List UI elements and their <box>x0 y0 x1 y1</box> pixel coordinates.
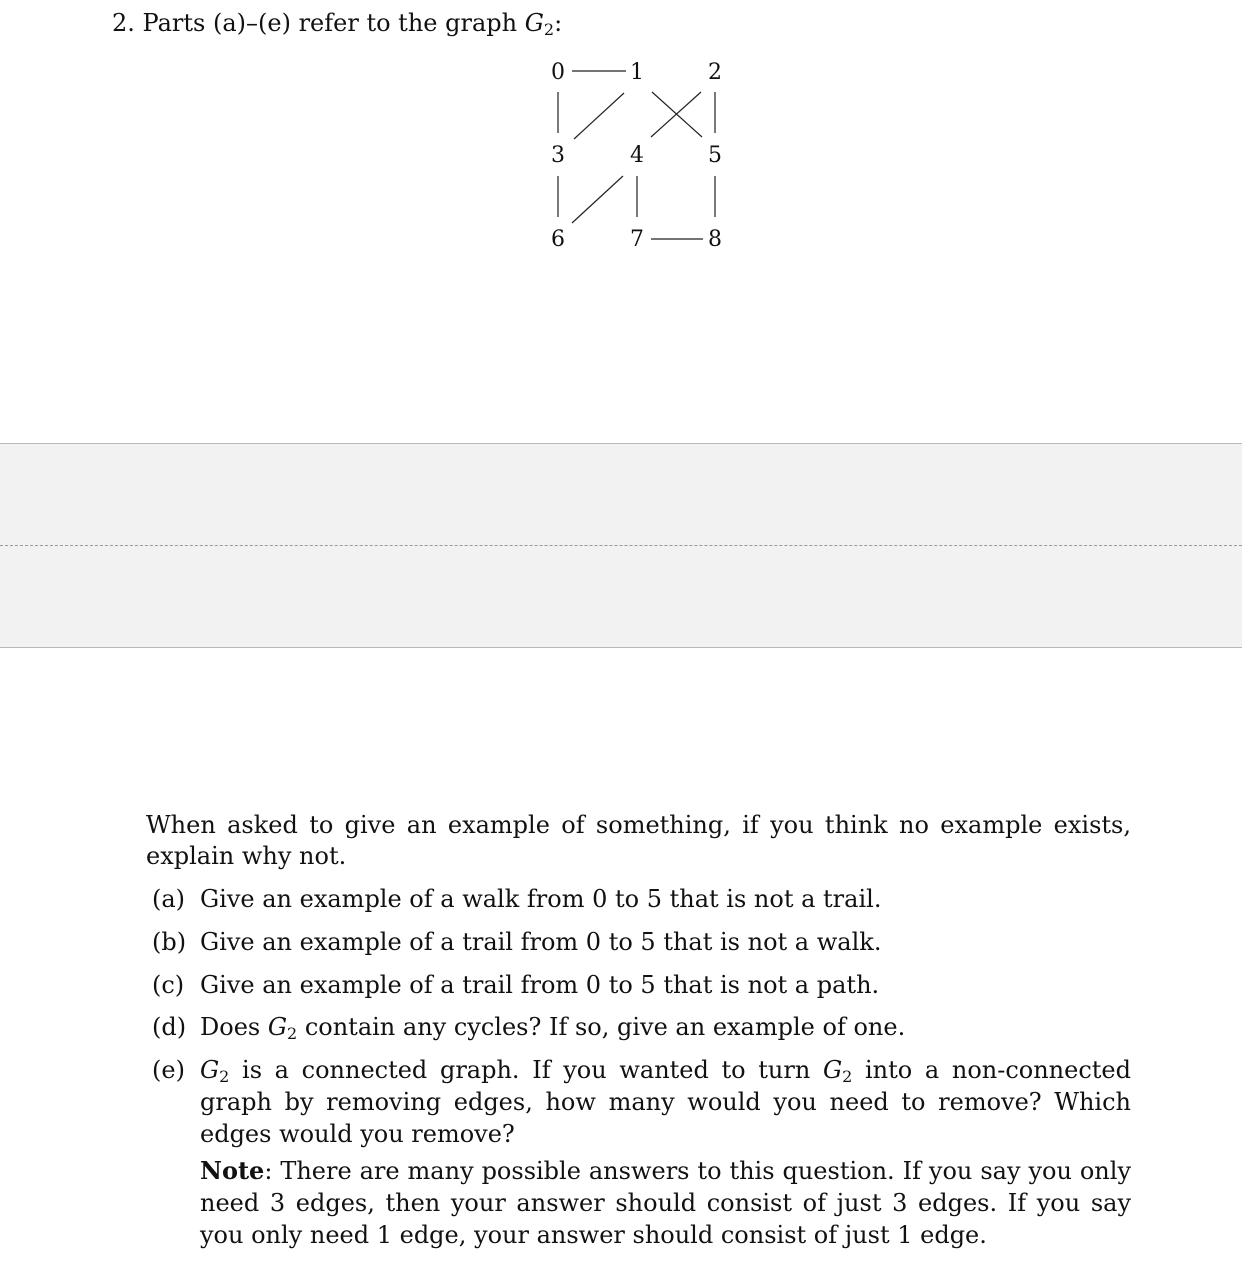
part-c <box>146 969 1131 1001</box>
vertex-5: 5 <box>708 143 722 168</box>
graph-vertices <box>551 60 722 252</box>
problem-number: 2. <box>112 9 135 37</box>
note <box>146 1155 1131 1251</box>
vertex-8: 8 <box>708 227 722 252</box>
graph-subscript: 2 <box>543 20 555 39</box>
edge-4-6 <box>572 176 623 223</box>
vertex-6: 6 <box>551 227 565 252</box>
graph-subscript: 2 <box>287 1024 298 1043</box>
part-e-text <box>200 1054 1131 1150</box>
graph-symbol: G <box>267 1013 288 1041</box>
answer-area-bottom[interactable] <box>0 545 1242 648</box>
part-d-text <box>200 1011 1131 1043</box>
graph-g2 <box>530 52 740 257</box>
vertex-0: 0 <box>551 60 565 85</box>
graph-symbol: G <box>200 1056 220 1084</box>
graph-subscript: 2 <box>219 1067 230 1086</box>
heading-colon: : <box>554 9 563 37</box>
answer-area-top[interactable] <box>0 443 1242 546</box>
part-e-text-1: is a connected graph. If you wanted to turn <box>229 1056 823 1084</box>
part-b-label: (b) <box>152 928 187 956</box>
note-text <box>200 1155 1131 1251</box>
note-label: Note <box>200 1156 265 1185</box>
part-c-label: (c) <box>152 971 185 999</box>
vertex-4: 4 <box>630 143 644 168</box>
part-e-text-2: into a non-connected graph by removing edges, how many would you need to remove? Which edges would you remove? <box>200 1056 1131 1148</box>
graph-symbol: G <box>822 1056 843 1084</box>
part-d-label: (d) <box>152 1013 187 1041</box>
part-b-text: Give an example of a trail from 0 to 5 that is not a walk. <box>200 928 882 956</box>
vertex-3: 3 <box>551 143 565 168</box>
edge-1-5 <box>652 92 702 137</box>
vertex-2: 2 <box>708 60 722 85</box>
part-d-text-post: contain any cycles? If so, give an example of one. <box>297 1013 906 1041</box>
edge-1-3 <box>574 93 624 139</box>
part-a <box>146 883 1131 915</box>
part-e-label: (e) <box>152 1056 185 1084</box>
note-body: : There are many possible answers to this question. If you say you only need 3 edges, then your answer should consist of just 3 edges. If you say you only need 1 edge, your answer should consist of just 1 edge. <box>200 1157 1131 1249</box>
part-a-label: (a) <box>152 885 186 913</box>
part-b <box>146 926 1131 958</box>
part-a-text: Give an example of a walk from 0 to 5 that is not a trail. <box>200 885 882 913</box>
part-e <box>146 1054 1131 1150</box>
edge-2-4 <box>651 92 701 137</box>
graph-subscript: 2 <box>842 1067 853 1086</box>
part-d-text-pre: Does <box>200 1013 268 1041</box>
vertex-7: 7 <box>630 227 644 252</box>
part-c-text: Give an example of a trail from 0 to 5 that is not a path. <box>200 971 880 999</box>
vertex-1: 1 <box>630 60 644 85</box>
part-d <box>146 1011 1131 1043</box>
graph-symbol: G <box>524 9 544 37</box>
instructions: When asked to give an example of something, if you think no example exists, explain why not. <box>146 811 1131 870</box>
problem-heading <box>112 8 562 38</box>
heading-text: Parts (a)–(e) refer to the graph <box>142 9 525 37</box>
